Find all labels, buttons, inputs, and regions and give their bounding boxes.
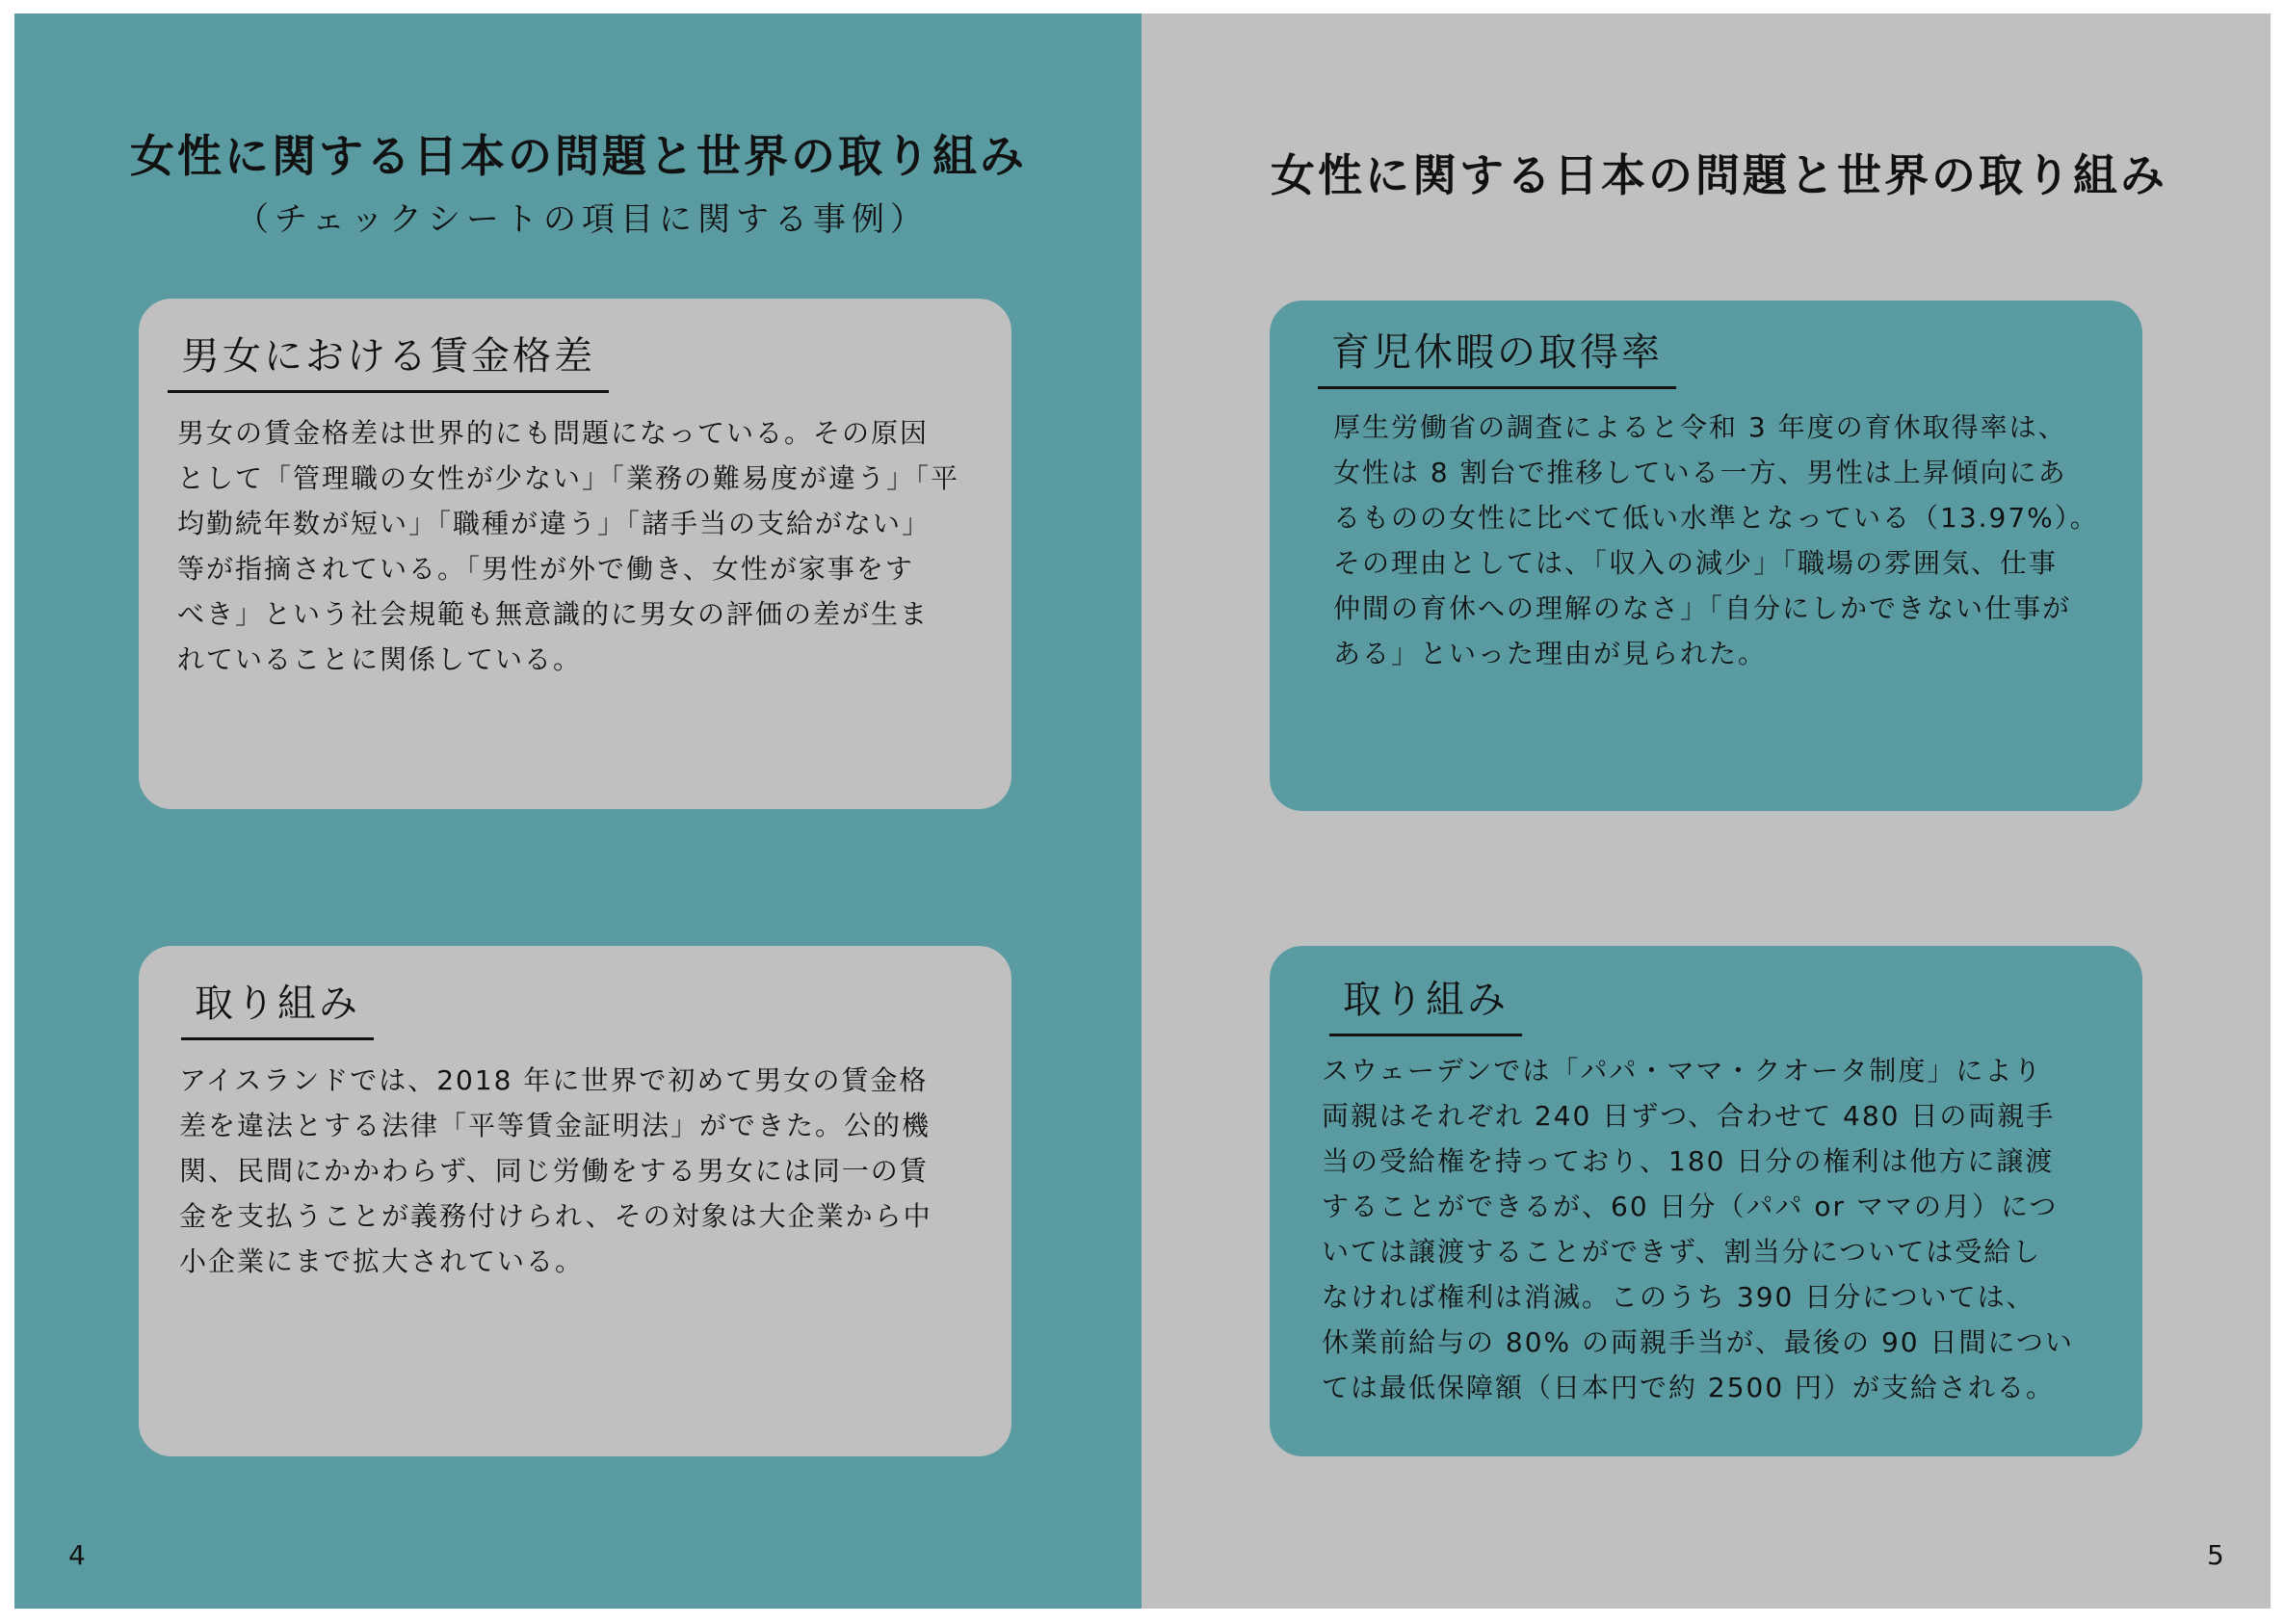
body-line: 差を違法とする法律「平等賃金証明法」ができた。公的機: [179, 1110, 932, 1141]
body-line: スウェーデンでは「パパ・ママ・クオータ制度」により: [1322, 1055, 2043, 1087]
iceland-initiative-card: [139, 946, 1011, 1456]
parental-leave-card: [1270, 301, 2142, 811]
body-line: べき」という社会規範も無意識的に男女の評価の差が生ま: [177, 598, 930, 630]
body-line: 女性は 8 割台で推移している一方、男性は上昇傾向にあ: [1333, 457, 2067, 488]
body-line: れていることに関係している。: [177, 643, 583, 675]
card-body: [1322, 1048, 2074, 1410]
body-line: することができるが、60 日分（パパ or ママの月）につ: [1322, 1191, 2059, 1222]
card-body: [179, 1058, 932, 1284]
card-heading: 男女における賃金格差: [168, 326, 609, 393]
right-page: [1142, 13, 2271, 1609]
card-body: [1333, 405, 2099, 676]
wage-gap-card: [139, 299, 1011, 809]
body-line: 金を支払うことが義務付けられ、その対象は大企業から中: [179, 1200, 932, 1232]
sweden-initiative-card: [1270, 946, 2142, 1456]
page-title: 女性に関する日本の問題と世界の取り組み: [1271, 149, 2167, 201]
page-title: 女性に関する日本の問題と世界の取り組み: [130, 130, 1027, 182]
body-line: ある」といった理由が見られた。: [1333, 638, 1768, 669]
body-line: として「管理職の女性が少ない」「業務の難易度が違う」「平: [177, 462, 960, 494]
body-line: 等が指摘されている。「男性が外で働き、女性が家事をす: [177, 553, 914, 585]
card-heading: 取り組み: [1329, 969, 1522, 1036]
body-line: 均勤続年数が短い」「職種が違う」「諸手当の支給がない」: [177, 508, 932, 539]
body-line: なければ権利は消滅。このうち 390 日分については、: [1322, 1281, 2035, 1313]
body-line: 厚生労働省の調査によると令和 3 年度の育休取得率は、: [1333, 411, 2067, 443]
card-heading: 取り組み: [181, 973, 374, 1040]
body-line: ては最低保障額（日本円で約 2500 円）が支給される。: [1322, 1372, 2056, 1403]
body-line: 仲間の育休への理解のなさ」「自分にしかできない仕事が: [1333, 592, 2072, 624]
body-line: 小企業にまで拡大されている。: [179, 1245, 585, 1277]
body-line: 関、民間にかかわらず、同じ労働をする男女には同一の賃: [179, 1155, 929, 1187]
body-line: 両親はそれぞれ 240 日ずつ、合わせて 480 日の両親手: [1322, 1100, 2056, 1132]
body-line: 当の受給権を持っており、180 日分の権利は他方に譲渡: [1322, 1145, 2055, 1177]
page-number: 4: [68, 1539, 86, 1571]
card-body: [177, 410, 959, 682]
body-line: アイスランドでは、2018 年に世界で初めて男女の賃金格: [179, 1064, 929, 1096]
card-heading: 育児休暇の取得率: [1318, 322, 1676, 389]
page-subtitle: （チェックシートの項目に関する事例）: [236, 200, 929, 239]
left-page: [14, 13, 1142, 1609]
body-line: るものの女性に比べて低い水準となっている（13.97%）。: [1333, 502, 2099, 534]
body-line: 男女の賃金格差は世界的にも問題になっている。その原因: [177, 417, 930, 449]
body-line: 休業前給与の 80% の両親手当が、最後の 90 日間につい: [1322, 1326, 2074, 1358]
body-line: その理由としては、「収入の減少」「職場の雰囲気、仕事: [1333, 547, 2059, 579]
body-line: いては譲渡することができず、割当分については受給し: [1322, 1236, 2042, 1268]
page-number: 5: [2207, 1539, 2224, 1571]
